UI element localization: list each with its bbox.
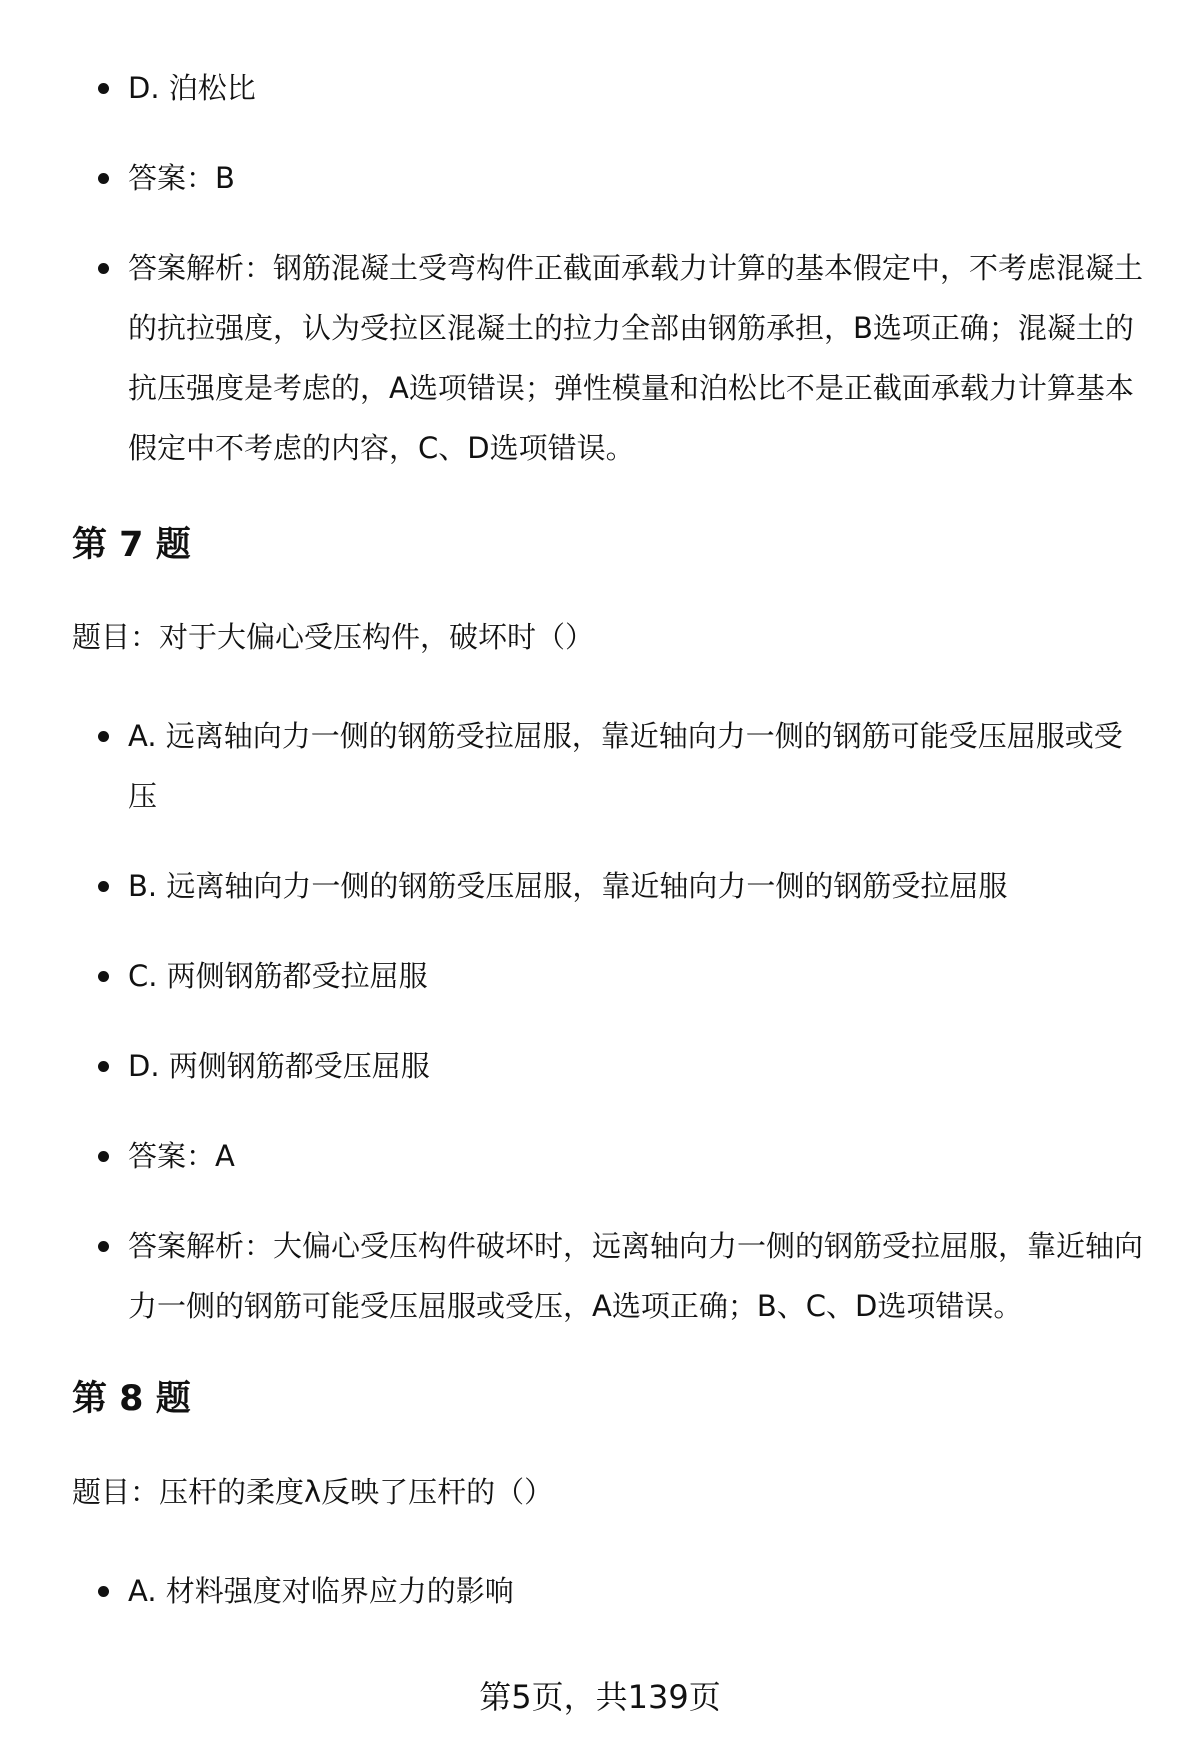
option-a: A. 远离轴向力一侧的钢筋受拉屈服，靠近轴向力一侧的钢筋可能受压屈服或受压	[0, 706, 1200, 826]
answer-explanation: 答案解析：钢筋混凝土受弯构件正截面承载力计算的基本假定中，不考虑混凝土的抗拉强度，认为受拉区混凝土的拉力全部由钢筋承担，B选项正确；混凝土的抗压强度是考虑的，A选项错误；弹性模量和泊松比不是正截面承载力计算基本假定中不考虑的内容，C、D选项错误。	[0, 238, 1200, 478]
answer-explanation: 答案解析：大偏心受压构件破坏时，远离轴向力一侧的钢筋受拉屈服，靠近轴向力一侧的钢筋可能受压屈服或受压，A选项正确；B、C、D选项错误。	[0, 1216, 1200, 1336]
question-7-heading: 第 7 题	[72, 525, 191, 565]
question-8-heading: 第 8 题	[72, 1379, 191, 1419]
option-a: A. 材料强度对临界应力的影响	[0, 1561, 1200, 1621]
question-7-options	[0, 706, 1200, 1366]
page-number: 第5页，共139页	[479, 1678, 721, 1716]
question-8-options	[0, 1561, 1200, 1651]
answer: 答案：B	[0, 148, 1200, 208]
option-b: B. 远离轴向力一侧的钢筋受压屈服，靠近轴向力一侧的钢筋受拉屈服	[0, 856, 1200, 916]
question-6-options	[0, 58, 1200, 508]
question-8-stem: 题目：压杆的柔度λ反映了压杆的（）	[72, 1475, 554, 1509]
option-c: C. 两侧钢筋都受拉屈服	[0, 946, 1200, 1006]
answer: 答案：A	[0, 1126, 1200, 1186]
option-d: D. 两侧钢筋都受压屈服	[0, 1036, 1200, 1096]
question-7-stem: 题目：对于大偏心受压构件，破坏时（）	[72, 620, 595, 654]
option-d: D. 泊松比	[0, 58, 1200, 118]
